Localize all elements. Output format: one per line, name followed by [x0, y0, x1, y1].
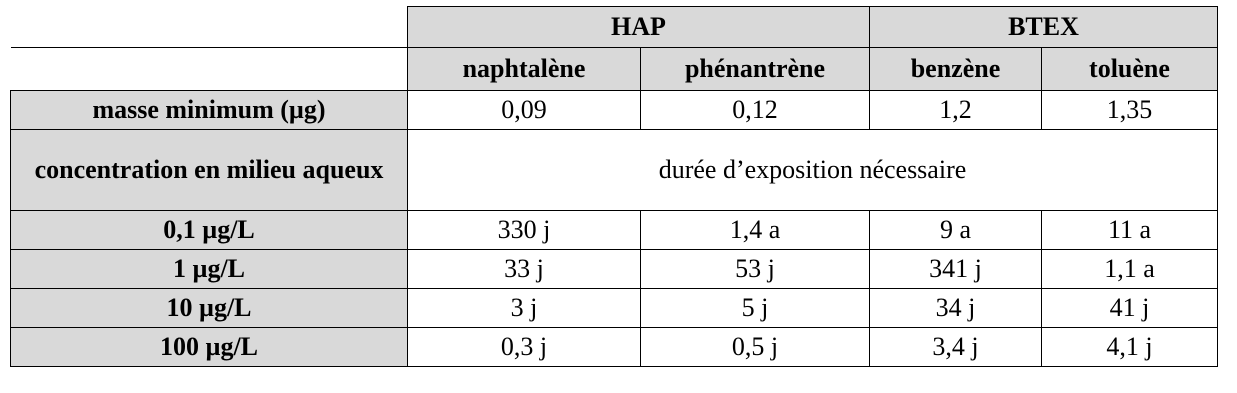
table-cell: 0,3 j: [408, 328, 641, 367]
table-cell: 5 j: [641, 289, 870, 328]
table-cell: 1,35: [1042, 91, 1218, 130]
table-cell: 1,4 a: [641, 211, 870, 250]
compound-header-row: [11, 48, 1218, 91]
exposure-duration-caption: durée d’exposition nécessaire: [408, 130, 1218, 211]
group-header-btex: BTEX: [870, 7, 1218, 48]
table-cell: 1,1 a: [1042, 250, 1218, 289]
table-row: [11, 211, 1218, 250]
compound-header-naphtalene: naphtalène: [408, 48, 641, 91]
table-cell: 0,5 j: [641, 328, 870, 367]
empty-corner-cell: [11, 48, 408, 91]
table-cell: 53 j: [641, 250, 870, 289]
group-header-hap: HAP: [408, 7, 870, 48]
table-row: [11, 250, 1218, 289]
row-label-concentration-level: 100 µg/L: [11, 328, 408, 367]
table-cell: 3,4 j: [870, 328, 1042, 367]
empty-corner-cell: [11, 7, 408, 48]
table-cell: 4,1 j: [1042, 328, 1218, 367]
compound-header-phenantrene: phénantrène: [641, 48, 870, 91]
compound-header-benzene: benzène: [870, 48, 1042, 91]
row-label-mass-minimum: masse minimum (µg): [11, 91, 408, 130]
table-cell: 33 j: [408, 250, 641, 289]
mass-minimum-row: [11, 91, 1218, 130]
row-label-concentration-level: 0,1 µg/L: [11, 211, 408, 250]
table-cell: 1,2: [870, 91, 1042, 130]
table-cell: 0,09: [408, 91, 641, 130]
compound-header-toluene: toluène: [1042, 48, 1218, 91]
table-row: [11, 289, 1218, 328]
row-label-concentration: concentration en milieu aqueux: [11, 130, 408, 211]
table-cell: 341 j: [870, 250, 1042, 289]
table-cell: 41 j: [1042, 289, 1218, 328]
table-cell: 330 j: [408, 211, 641, 250]
table-cell: 0,12: [641, 91, 870, 130]
concentration-row: [11, 130, 1218, 211]
table-cell: 3 j: [408, 289, 641, 328]
table-cell: 34 j: [870, 289, 1042, 328]
row-label-concentration-level: 10 µg/L: [11, 289, 408, 328]
row-label-concentration-level: 1 µg/L: [11, 250, 408, 289]
group-header-row: [11, 7, 1218, 48]
table-cell: 11 a: [1042, 211, 1218, 250]
table-cell: 9 a: [870, 211, 1042, 250]
exposure-duration-table: [10, 6, 1218, 367]
table-row: [11, 328, 1218, 367]
